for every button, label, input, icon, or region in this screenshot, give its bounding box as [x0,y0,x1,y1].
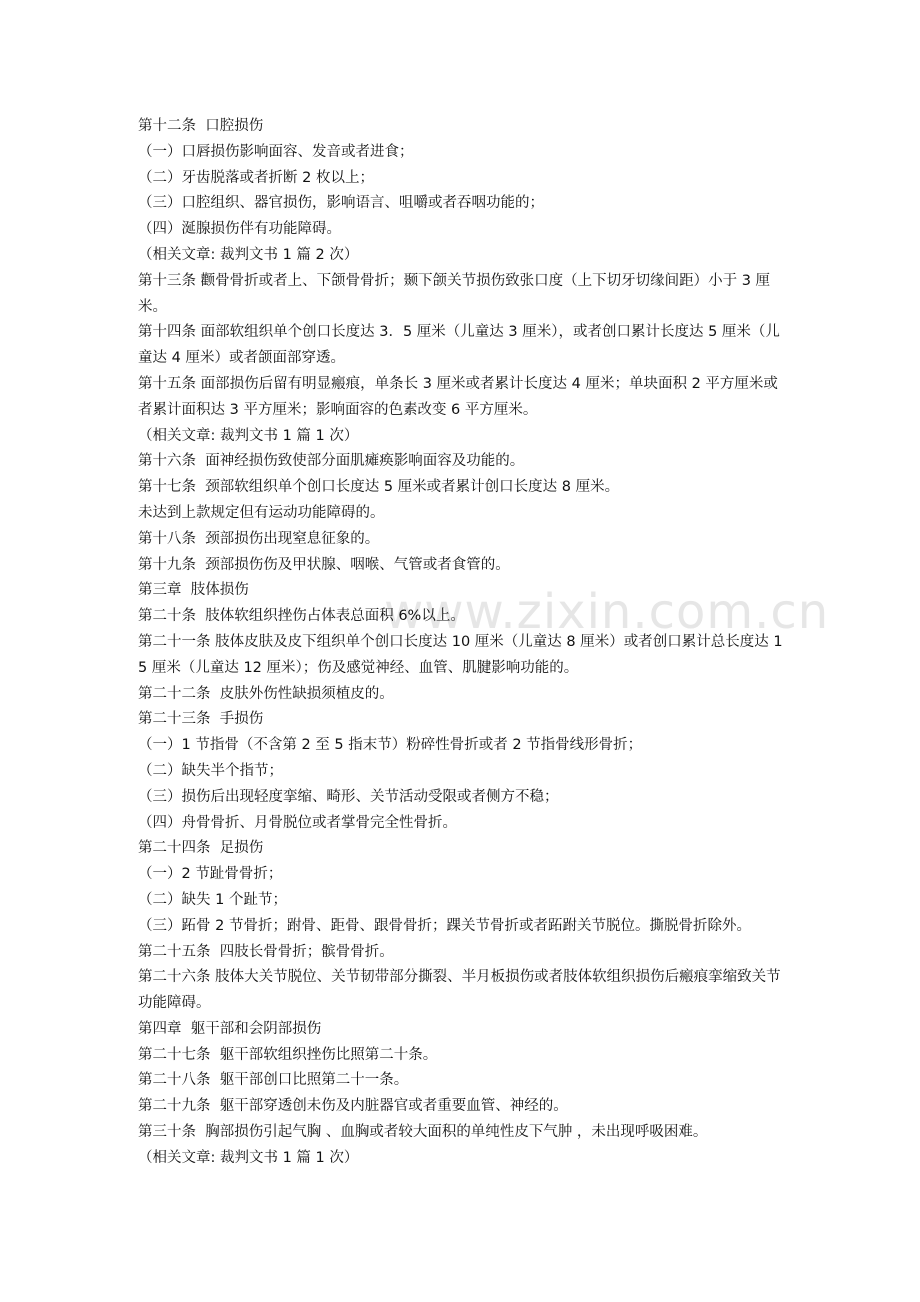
text-line: （四）涎腺损伤伴有功能障碍。 [138,221,341,238]
text-line: 第二十八条 躯干部创口比照第二十一条。 [138,1072,409,1089]
document-body [138,114,790,1172]
chapter-heading: 第四章 躯干部和会阴部损伤 [138,1020,322,1037]
text-line: 第十九条 颈部损伤伤及甲状腺、咽喉、气管或者食管的。 [138,556,510,573]
text-line: 第二十条 肢体软组织挫伤占体表总面积 6%以上。 [138,608,465,625]
text-line: 第十七条 颈部软组织单个创口长度达 5 厘米或者累计创口长度达 8 厘米。 [138,479,620,496]
text-line: （一）2 节趾骨骨折； [138,866,283,883]
text-line: （三）跖骨 2 节骨折；跗骨、距骨、跟骨骨折；踝关节骨折或者跖跗关节脱位。撕脱骨折除外。 [138,917,751,934]
text-line: （一）1 节指骨（不含第 2 至 5 指末节）粉碎性骨折或者 2 节指骨线形骨折； [138,737,643,754]
text-line: （四）舟骨骨折、月骨脱位或者掌骨完全性骨折。 [138,814,457,831]
related-articles[interactable]: （相关文章: 裁判文书 1 篇 1 次） [138,427,359,444]
text-line: 第二十六条 肢体大关节脱位、关节韧带部分撕裂、半月板损伤或者肢体软组织损伤后瘢痕挛缩致关节功能障碍。 [138,969,781,1012]
text-line: （二）牙齿脱落或者折断 2 枚以上； [138,169,374,186]
text-line: 第十六条 面神经损伤致使部分面肌瘫痪影响面容及功能的。 [138,453,525,470]
text-line: 第二十七条 躯干部软组织挫伤比照第二十条。 [138,1046,438,1063]
text-line: 第十三条 颧骨骨折或者上、下颌骨骨折；颞下颌关节损伤致张口度（上下切牙切缘间距）小于 3 厘米。 [138,272,771,315]
text-line: 第二十二条 皮肤外伤性缺损须植皮的。 [138,685,394,702]
text-line: 第二十一条 肢体皮肤及皮下组织单个创口长度达 10 厘米（儿童达 8 厘米）或者创口累计总长度达 15 厘米（儿童达 12 厘米）；伤及感觉神经、血管、肌腱影响功能的。 [138,633,783,676]
text-line: 第二十五条 四肢长骨骨折；髌骨骨折。 [138,943,394,960]
text-line: （二）缺失半个指节； [138,762,283,779]
text-line: 第十五条 面部损伤后留有明显瘢痕，单条长 3 厘米或者累计长度达 4 厘米；单块面积 2 平方厘米或者累计面积达 3 平方厘米；影响面容的色素改变 6 平方厘米。 [138,375,778,418]
text-line: 第二十四条 足损伤 [138,840,264,857]
text-line: （一）口唇损伤影响面容、发音或者进食； [138,143,414,160]
related-articles[interactable]: （相关文章: 裁判文书 1 篇 2 次） [138,246,359,263]
text-line: （三）口腔组织、器官损伤，影响语言、咀嚼或者吞咽功能的； [138,195,544,212]
text-line: 第十四条 面部软组织单个创口长度达 3．5 厘米（儿童达 3 厘米），或者创口累计长度达 5 厘米（儿童达 4 厘米）或者颌面部穿透。 [138,324,780,367]
text-line: 第二十九条 躯干部穿透创未伤及内脏器官或者重要血管、神经的。 [138,1098,568,1115]
text-line: 第二十三条 手损伤 [138,711,264,728]
watermark: www.zixin.com.cn [384,584,830,640]
text-line: 第十二条 口腔损伤 [138,118,264,134]
related-articles[interactable]: （相关文章: 裁判文书 1 篇 1 次） [138,1149,359,1166]
text-line: （三）损伤后出现轻度挛缩、畸形、关节活动受限或者侧方不稳； [138,788,559,805]
text-line: 第十八条 颈部损伤出现窒息征象的。 [138,530,380,547]
chapter-heading: 第三章 肢体损伤 [138,582,249,599]
text-line: （二）缺失 1 个趾节； [138,891,287,908]
text-line: 未达到上款规定但有运动功能障碍的。 [138,504,385,521]
text-line: 第三十条 胸部损伤引起气胸 、血胸或者较大面积的单纯性皮下气肿 ，未出现呼吸困难。 [138,1124,708,1141]
